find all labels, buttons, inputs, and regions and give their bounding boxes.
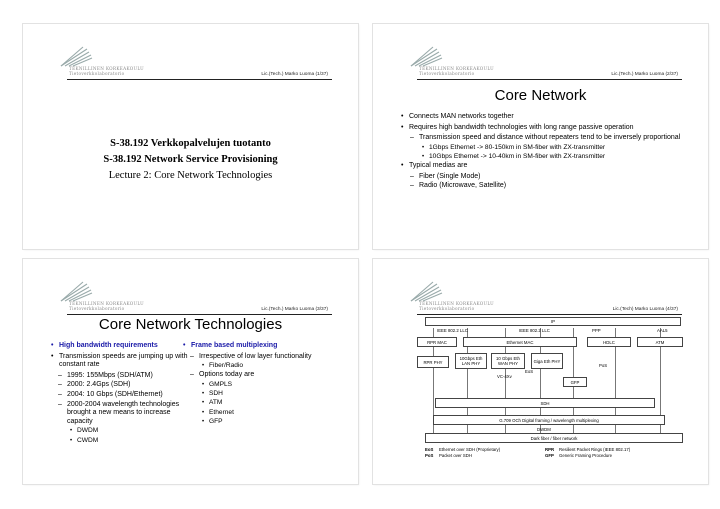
right-column-list [181, 342, 331, 427]
list-item: – 2000: 2.4Gps (SDH) [49, 381, 189, 390]
list-item: • Requires high bandwidth technologies with long range passive operation [399, 124, 690, 133]
university-name: TEKNILLINEN KORKEAKOULU Tietoverkkolaboratorio [69, 301, 144, 312]
university-logo-icon [407, 281, 443, 303]
slide-author: Lic.(Tech.) Marko Luoma (2/37) [611, 72, 678, 77]
lecture-title: Lecture 2: Core Network Technologies [108, 170, 273, 181]
list-item: • 1Gbps Ethernet -> 80-150km in SM-fiber with ZX-transmitter [399, 144, 690, 152]
list-heading: • Frame based multiplexing [181, 342, 331, 351]
ppp-label: PPP [592, 328, 601, 333]
university-logo-icon [57, 281, 93, 303]
legend-left [425, 447, 500, 459]
list-heading: • High bandwidth requirements [49, 342, 189, 351]
university-logo-icon [407, 46, 443, 68]
list-item: • CWDM [49, 437, 189, 445]
course-title-en: S-38.192 Network Service Provisioning [103, 154, 278, 165]
eth-10g-lan-phy-box: 10Gbps Eth LAN PHY [455, 353, 487, 369]
bullet-list [399, 113, 690, 192]
left-column-list [49, 342, 189, 446]
llc-label: IEEE 802.2 LLC [437, 328, 468, 333]
slide-author: Lic.(Tech.) Marko Luoma (1/37) [261, 72, 328, 77]
list-item: – Options today are [181, 371, 331, 380]
list-item: • Ethernet [181, 409, 331, 417]
list-item: • Fiber/Radio [181, 362, 331, 370]
university-name: TEKNILLINEN KORKEAKOULU Tietoverkkolaboratorio [69, 66, 144, 77]
slide-4 [373, 259, 708, 484]
ethernet-mac-box: Ethernet MAC [463, 337, 577, 347]
list-item: • GFP [181, 418, 331, 426]
title-block [23, 136, 358, 184]
slide-title: Core Network Technologies [98, 316, 283, 333]
list-item: – Transmission speed and distance without repeaters tend to be inversely proportional [399, 134, 690, 143]
vc4xv-label: VC-4Xv [497, 374, 512, 379]
course-title-fi: S-38.192 Verkkopalvelujen tuotanto [110, 138, 271, 149]
g709-otn-box: G.709 OCh Digital framing / wavelength multiplexing [433, 415, 665, 425]
slide-1 [23, 24, 358, 249]
dwdm-label: DWDM [537, 427, 551, 432]
ip-layer: IP [425, 317, 681, 326]
list-item: • ATM [181, 399, 331, 407]
sdh-box: SDH [435, 398, 655, 408]
legend-item: GFP Generic Framing Procedure [545, 453, 613, 458]
list-item: • DWDM [49, 427, 189, 435]
list-item: – Fiber (Single Mode) [399, 173, 690, 182]
university-logo-icon [57, 46, 93, 68]
list-item: • Transmission speeds are jumping up with constant rate [49, 353, 189, 370]
slide-author: Lic.(Tech) Marko Luoma (4/37) [612, 307, 678, 312]
list-item: • GMPLS [181, 381, 331, 389]
eos-label: EoS [525, 369, 534, 374]
legend-item: RPR Resilient Packet Rings (IEEE 802.17) [545, 447, 631, 452]
list-item: – Irrespective of low layer functionality [181, 353, 331, 362]
list-item: – Radio (Microwave, Satellite) [399, 182, 690, 191]
legend-right [545, 447, 630, 459]
university-name: TEKNILLINEN KORKEAKOULU Tietoverkkolaboratorio [419, 66, 494, 77]
slide-2 [373, 24, 708, 249]
llc-label: IEEE 802.2 LLC [519, 328, 550, 333]
list-item: – 2004: 10 Gbps (SDH/Ethernet) [49, 391, 189, 400]
dark-fiber-box: Dark fiber / fiber network [425, 433, 683, 443]
hdlc-box: HDLC [587, 337, 631, 347]
legend-item: EoS Ethernet over SDH (Proprietary) [425, 447, 501, 452]
header-divider [67, 314, 332, 315]
list-item: • Typical medias are [399, 162, 690, 171]
rpr-phy-box: RPR PHY [417, 356, 449, 368]
list-item: • 10Gbps Ethernet -> 10-40km in SM-fiber with ZX-transmitter [399, 153, 690, 161]
giga-eth-phy-box: Giga Eth PHY [531, 353, 563, 369]
protocol-stack-diagram [415, 315, 697, 465]
pos-label: PoS [599, 363, 608, 368]
slide-author: Lic.(Tech.) Marko Luoma (3/37) [261, 307, 328, 312]
list-item: – 1995: 155Mbps (SDH/ATM) [49, 372, 189, 381]
eth-10g-wan-phy-box: 10 Gbps Eth WAN PHY [491, 353, 525, 369]
gfp-box: GFP [563, 377, 587, 387]
legend-item: PoS Packet over SDH [425, 453, 472, 458]
list-item: – 2000-2004 wavelength technologies brought a new means to increase capacity [49, 401, 189, 427]
header-divider [67, 79, 332, 80]
slide-title: Core Network [494, 87, 587, 104]
header-divider [417, 79, 682, 80]
university-name: TEKNILLINEN KORKEAKOULU Tietoverkkolaboratorio [419, 301, 494, 312]
list-item: • SDH [181, 390, 331, 398]
atm-box: ATM [637, 337, 683, 347]
rpr-mac-box: RPR MAC [417, 337, 457, 347]
slide-3 [23, 259, 358, 484]
aal5-label: AAL5 [657, 328, 668, 333]
list-item: • Connects MAN networks together [399, 113, 690, 122]
